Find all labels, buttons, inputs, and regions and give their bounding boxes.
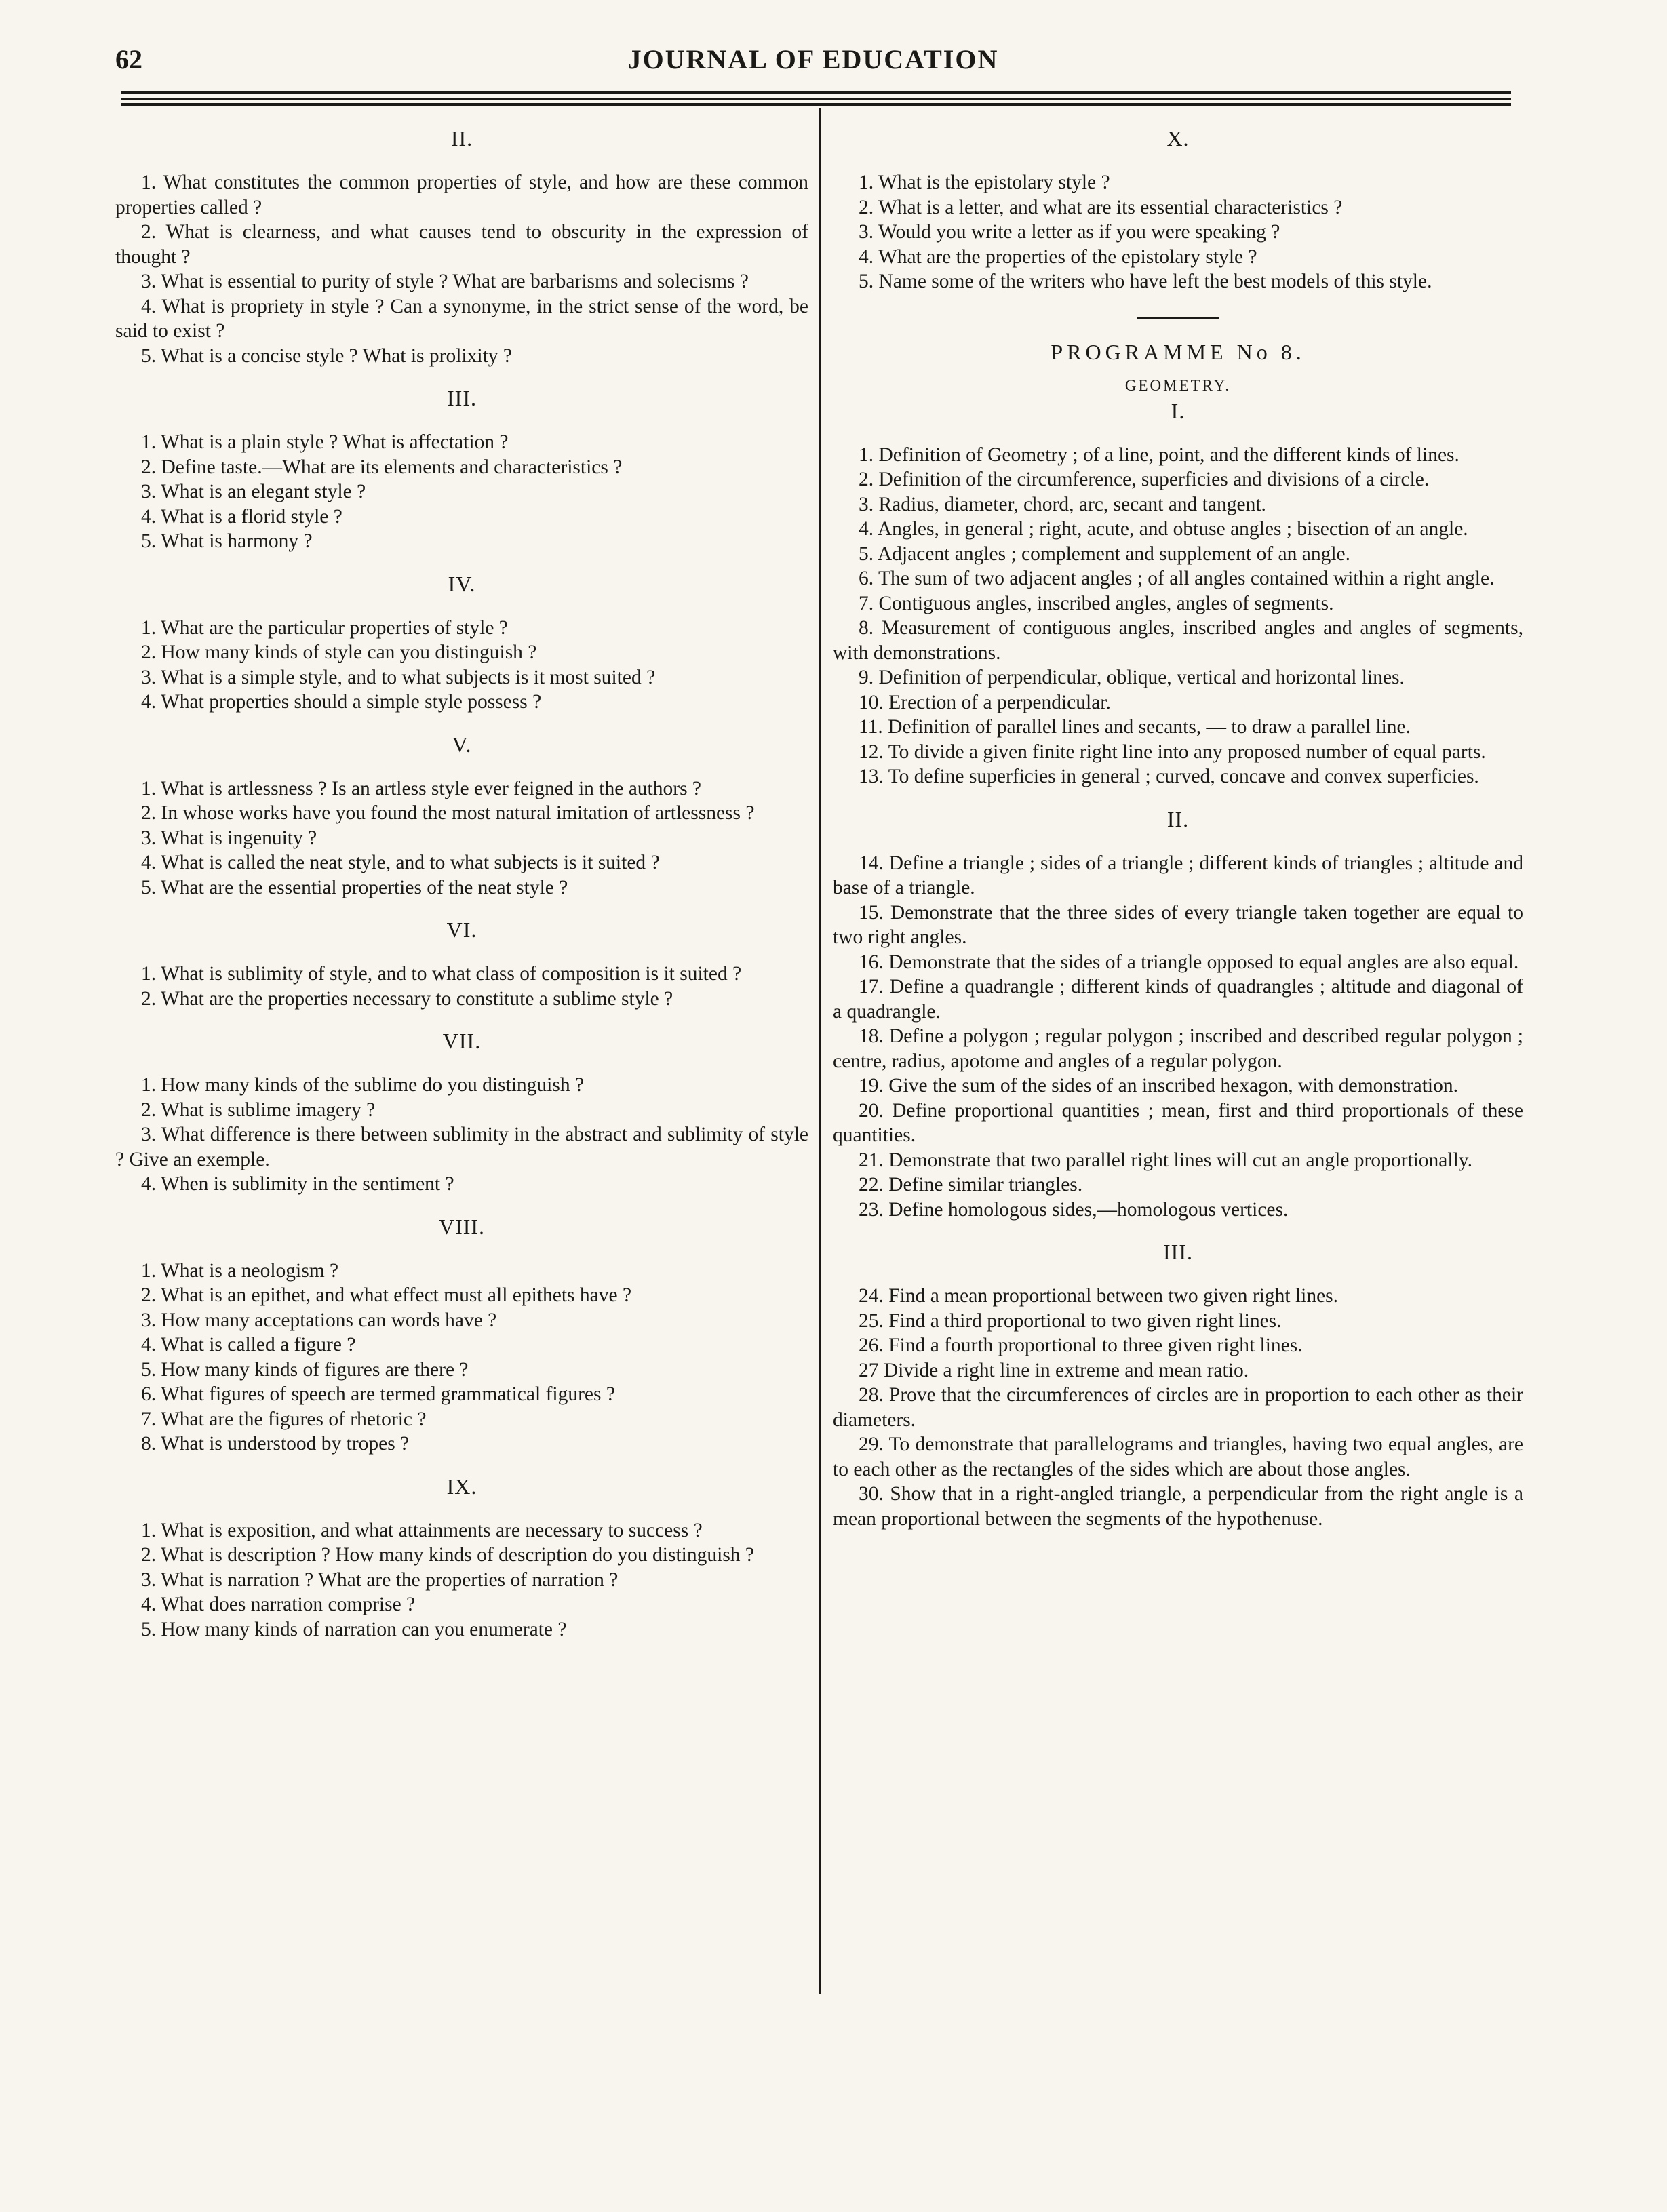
question: 25. Find a third proportional to two given right lines. bbox=[859, 1309, 1282, 1332]
section-numeral: I. bbox=[1171, 398, 1185, 423]
section-numeral: IX. bbox=[446, 1474, 477, 1499]
question: 24. Find a mean proportional between two given right lines. bbox=[859, 1285, 1339, 1307]
section-numeral: V. bbox=[452, 732, 472, 757]
question: 4. What is called a figure ? bbox=[141, 1334, 356, 1356]
question: 3. What is ingenuity ? bbox=[141, 827, 317, 849]
header-rule bbox=[121, 103, 1511, 106]
question: 5. What are the essential properties of the neat style ? bbox=[141, 876, 568, 898]
question: 4. What are the properties of the epistolary style ? bbox=[859, 245, 1257, 268]
page-number: 62 bbox=[115, 44, 142, 75]
question: 4. When is sublimity in the sentiment ? bbox=[141, 1173, 454, 1195]
question: 5. Adjacent angles ; complement and supplement of an angle. bbox=[859, 542, 1350, 565]
question: 5. How many kinds of narration can you enumerate ? bbox=[141, 1618, 567, 1640]
question: 2. What are the properties necessary to constitute a sublime style ? bbox=[141, 987, 673, 1010]
question: 27 Divide a right line in extreme and mean ratio. bbox=[859, 1359, 1249, 1381]
question: 4. What is propriety in style ? Can a synonyme, in the strict sense of the word, be said to exist ? bbox=[115, 295, 808, 342]
question: 4. What does narration comprise ? bbox=[141, 1594, 416, 1615]
question: 5. How many kinds of figures are there ? bbox=[141, 1358, 469, 1381]
section bbox=[115, 572, 808, 715]
question: 16. Demonstrate that the sides of a triangle opposed to equal angles are also equal. bbox=[859, 951, 1519, 973]
question: 3. How many acceptations can words have ? bbox=[141, 1309, 497, 1331]
section-numeral: II. bbox=[1166, 806, 1190, 831]
question: 26. Find a fourth proportional to three given right lines. bbox=[859, 1335, 1303, 1356]
question: 22. Define similar triangles. bbox=[859, 1174, 1083, 1196]
question: 14. Define a triangle ; sides of a triangle ; different kinds of triangles ; altitude and base of a triangle. bbox=[833, 852, 1523, 898]
programme-rule bbox=[1137, 317, 1219, 319]
question: 10. Erection of a perpendicular. bbox=[859, 691, 1111, 713]
section bbox=[115, 1214, 808, 1457]
right-sections bbox=[833, 399, 1523, 1532]
question: 2. What is sublime imagery ? bbox=[141, 1099, 376, 1121]
journal-title: JOURNAL OF EDUCATION bbox=[627, 44, 999, 75]
question: 20. Define proportional quantities ; mean, first and third proportionals of these quantities. bbox=[833, 1099, 1523, 1146]
section-numeral: VI. bbox=[446, 917, 477, 942]
header-rule bbox=[121, 91, 1511, 94]
question: 9. Definition of perpendicular, oblique, vertical and horizontal lines. bbox=[859, 667, 1405, 688]
question: 28. Prove that the circumferences of circles are in proportion to each other as their diameters. bbox=[833, 1384, 1523, 1431]
section bbox=[833, 807, 1523, 1223]
page-header bbox=[115, 43, 1511, 84]
section-numeral: VII. bbox=[442, 1029, 482, 1053]
programme-title: PROGRAMME No 8. bbox=[1051, 339, 1306, 364]
question: 3. What is narration ? What are the properties of narration ? bbox=[141, 1568, 619, 1591]
question: 4. What is a florid style ? bbox=[141, 505, 342, 528]
section bbox=[115, 126, 808, 368]
question: 13. To define superficies in general ; curved, concave and convex superficies. bbox=[859, 766, 1479, 787]
question: 11. Definition of parallel lines and secants, — to draw a parallel line. bbox=[859, 716, 1411, 738]
question: 1. What is the epistolary style ? bbox=[859, 172, 1110, 193]
question: 2. What is clearness, and what causes tend to obscurity in the expression of thought ? bbox=[115, 221, 808, 268]
question: 6. What figures of speech are termed grammatical figures ? bbox=[141, 1383, 615, 1405]
question: 2. What is an epithet, and what effect must all epithets have ? bbox=[141, 1284, 632, 1306]
question: 3. What is a simple style, and to what subjects is it most suited ? bbox=[141, 666, 656, 688]
question: 1. What is sublimity of style, and to what class of composition is it suited ? bbox=[141, 963, 742, 985]
question: 1. What is a neologism ? bbox=[141, 1259, 339, 1282]
section bbox=[115, 1029, 808, 1197]
question: 3. What is an elegant style ? bbox=[141, 481, 366, 502]
section bbox=[833, 1240, 1523, 1531]
question: 4. Angles, in general ; right, acute, and obtuse angles ; bisection of an angle. bbox=[859, 518, 1468, 540]
question: 2. In whose works have you found the most natural imitation of artlessness ? bbox=[141, 802, 755, 824]
question: 3. What difference is there between sublimity in the abstract and sublimity of style ? Give an exemple. bbox=[115, 1124, 808, 1170]
section-numeral: II. bbox=[450, 126, 473, 151]
question: 15. Demonstrate that the three sides of every triangle taken together are equal to two right angles. bbox=[833, 901, 1523, 948]
question: 18. Define a polygon ; regular polygon ; inscribed and described regular polygon ; centre, radius, apotome and angles of a regular polygon. bbox=[833, 1025, 1523, 1072]
question: 29. To demonstrate that parallelograms and triangles, having two equal angles, are to each other as the rectangles of the sides which are about those angles. bbox=[833, 1434, 1523, 1480]
section-numeral: X. bbox=[1166, 126, 1190, 151]
left-sections bbox=[115, 126, 808, 1642]
question: 19. Give the sum of the sides of an inscribed hexagon, with demonstration. bbox=[859, 1075, 1459, 1097]
header-rule bbox=[121, 98, 1511, 100]
section-numeral: VIII. bbox=[438, 1214, 486, 1239]
question: 5. What is harmony ? bbox=[141, 530, 313, 552]
question: 1. Definition of Geometry ; of a line, point, and the different kinds of lines. bbox=[859, 443, 1459, 466]
programme-subject: GEOMETRY. bbox=[1124, 376, 1232, 394]
question: 3. What is essential to purity of style ? What are barbarisms and solecisms ? bbox=[141, 271, 749, 292]
question: 2. What is a letter, and what are its essential characteristics ? bbox=[859, 196, 1343, 218]
section bbox=[833, 399, 1523, 789]
question: 7. What are the figures of rhetoric ? bbox=[141, 1408, 427, 1430]
question: 8. What is understood by tropes ? bbox=[141, 1433, 410, 1455]
question: 1. What is artlessness ? Is an artless style ever feigned in the authors ? bbox=[141, 777, 702, 799]
question: 5. Name some of the writers who have left the best models of this style. bbox=[859, 271, 1432, 292]
question: 4. What is called the neat style, and to what subjects is it suited ? bbox=[141, 852, 660, 873]
section-x-questions bbox=[833, 170, 1523, 294]
column-divider bbox=[819, 108, 821, 1994]
question: 12. To divide a given finite right line into any proposed number of equal parts. bbox=[859, 740, 1486, 763]
question: 23. Define homologous sides,—homologous vertices. bbox=[859, 1198, 1289, 1221]
question: 8. Measurement of contiguous angles, inscribed angles and angles of segments, with demonstrations. bbox=[833, 617, 1523, 664]
section-numeral: III. bbox=[1163, 1240, 1193, 1264]
question: 2. What is description ? How many kinds of description do you distinguish ? bbox=[141, 1544, 755, 1566]
left-column bbox=[115, 122, 808, 1659]
question: 21. Demonstrate that two parallel right lines will cut an angle proportionally. bbox=[859, 1149, 1472, 1171]
section bbox=[115, 1474, 808, 1642]
question: 2. How many kinds of style can you distinguish ? bbox=[141, 641, 537, 663]
question: 3. Radius, diameter, chord, arc, secant and tangent. bbox=[859, 493, 1266, 515]
question: 4. What properties should a simple style possess ? bbox=[141, 691, 542, 713]
question: 17. Define a quadrangle ; different kinds of quadrangles ; altitude and diagonal of a quadrangle. bbox=[833, 976, 1523, 1023]
question: 1. What is a plain style ? What is affectation ? bbox=[141, 431, 509, 453]
section bbox=[115, 732, 808, 901]
section bbox=[115, 917, 808, 1011]
question: 1. What are the particular properties of style ? bbox=[141, 616, 508, 639]
section-numeral: IV. bbox=[448, 571, 476, 596]
question: 30. Show that in a right-angled triangle, a perpendicular from the right angle is a mean proportional between the segments of the hypothenuse. bbox=[833, 1483, 1523, 1530]
section-x bbox=[833, 126, 1523, 294]
question: 3. Would you write a letter as if you were speaking ? bbox=[859, 221, 1280, 243]
question: 2. Define taste.—What are its elements and characteristics ? bbox=[141, 456, 623, 478]
question: 1. How many kinds of the sublime do you distinguish ? bbox=[141, 1074, 585, 1096]
right-column bbox=[833, 122, 1523, 1549]
question: 2. Definition of the circumference, superficies and divisions of a circle. bbox=[859, 469, 1430, 490]
question: 1. What is exposition, and what attainments are necessary to success ? bbox=[141, 1519, 703, 1541]
question: 6. The sum of two adjacent angles ; of all angles contained within a right angle. bbox=[859, 568, 1495, 589]
section-numeral: III. bbox=[447, 386, 477, 410]
question: 5. What is a concise style ? What is prolixity ? bbox=[141, 344, 512, 367]
question: 1. What constitutes the common properties of style, and how are these common properties called ? bbox=[115, 172, 808, 218]
question: 7. Contiguous angles, inscribed angles, angles of segments. bbox=[859, 592, 1334, 614]
section bbox=[115, 386, 808, 554]
